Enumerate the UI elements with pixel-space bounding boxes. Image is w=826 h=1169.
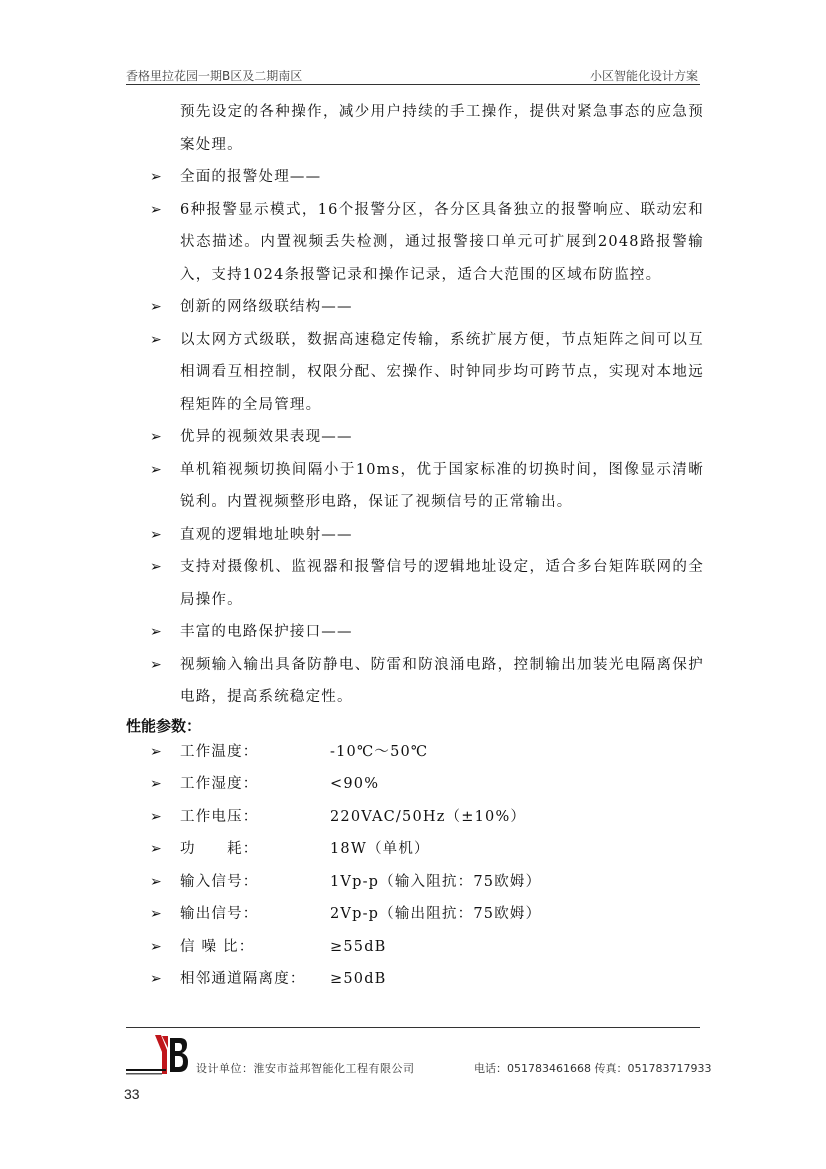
arrow-bullet-icon: ➢ [150,938,163,955]
param-label: 工作温度： [180,743,259,760]
param-row [126,898,704,931]
arrow-bullet-icon: ➢ [150,169,163,185]
arrow-bullet-icon: ➢ [150,906,163,922]
feature-item [126,291,704,324]
arrow-bullet-icon: ➢ [150,971,163,987]
feature-item [126,194,704,292]
param-row [126,801,704,834]
arrow-bullet-icon: ➢ [150,841,163,857]
header-project-name: 香格里拉花园一期B区及二期南区 [126,69,303,83]
feature-text: 单机箱视频切换间隔小于10ms，优于国家标准的切换时间，图像显示清晰锐利。内置视频整形电路，保证了视频信号的正常输出。 [180,461,704,510]
feature-item [126,519,704,552]
param-label: 功 耗： [180,841,259,857]
param-row [126,963,704,996]
feature-text: 优异的视频效果表现—— [180,429,353,445]
param-label: 工作湿度： [180,776,259,792]
arrow-bullet-icon: ➢ [150,873,163,890]
logo-mark-icon [155,1035,188,1074]
arrow-bullet-icon: ➢ [150,743,163,760]
param-value: 220VAC/50Hz（±10%） [330,808,527,825]
feature-text: 全面的报警处理—— [180,169,322,185]
feature-text: 创新的网络级联结构—— [180,299,353,315]
feature-item [126,649,704,714]
param-value: 1Vp-p（输入阻抗：75欧姆） [330,873,542,890]
param-label: 信 噪 比： [180,938,255,955]
param-value: <90% [330,776,380,792]
feature-text: 以太网方式级联，数据高速稳定传输，系统扩展方便，节点矩阵之间可以互相调看互相控制，权限分配、宏操作、时钟同步均可跨节点，实现对本地远程矩阵的全局管理。 [180,331,704,413]
feature-item [126,161,704,194]
arrow-bullet-icon: ➢ [150,776,163,792]
footer-company: 设计单位：淮安市益邦智能化工程有限公司 [196,1062,415,1075]
arrow-bullet-icon: ➢ [150,808,163,825]
arrow-bullet-icon: ➢ [150,656,163,673]
feature-text: 直观的逻辑地址映射—— [180,526,353,543]
feature-list [126,161,704,714]
arrow-bullet-icon: ➢ [150,526,163,543]
param-label: 相邻通道隔离度： [180,971,306,987]
params-list [126,736,704,996]
arrow-bullet-icon: ➢ [150,201,163,218]
param-row [126,736,704,769]
arrow-bullet-icon: ➢ [150,559,163,575]
param-value: -10℃～50℃ [330,743,429,760]
feature-text: 丰富的电路保护接口—— [180,624,353,640]
feature-text: 6种报警显示模式，16个报警分区，各分区具备独立的报警响应、联动宏和状态描述。内置视频丢失检测，通过报警接口单元可扩展到2048路报警输入，支持1024条报警记录和操作记录，适合大范围的区域布防监控。 [180,201,704,283]
param-value: 18W（单机） [330,841,430,857]
param-row [126,768,704,801]
footer-divider [126,1027,700,1028]
param-row [126,866,704,899]
arrow-bullet-icon: ➢ [150,299,163,315]
feature-item [126,551,704,616]
arrow-bullet-icon: ➢ [150,331,163,348]
param-row [126,833,704,866]
param-label: 工作电压： [180,808,259,825]
param-value: ≥50dB [330,971,387,987]
feature-item [126,454,704,519]
feature-item [126,421,704,454]
arrow-bullet-icon: ➢ [150,429,163,445]
arrow-bullet-icon: ➢ [150,461,163,478]
main-content [126,96,704,996]
param-label: 输入信号： [180,873,259,890]
page-number: 33 [124,1086,140,1102]
arrow-bullet-icon: ➢ [150,624,163,640]
param-row [126,931,704,964]
param-value: 2Vp-p（输出阻抗：75欧姆） [330,906,542,922]
feature-text: 支持对摄像机、监视器和报警信号的逻辑地址设定，适合多台矩阵联网的全局操作。 [180,559,704,608]
header-doc-title: 小区智能化设计方案 [589,69,698,83]
feature-item [126,616,704,649]
intro-continuation: 预先设定的各种操作，减少用户持续的手工操作，提供对紧急事态的应急预案处理。 [180,104,704,153]
company-logo [125,1032,191,1078]
page-header [126,64,700,85]
param-value: ≥55dB [330,938,387,955]
feature-text: 视频输入输出具备防静电、防雷和防浪涌电路，控制输出加装光电隔离保护电路，提高系统稳定性。 [180,656,704,705]
params-title: 性能参数： [126,716,202,735]
feature-item [126,324,704,422]
param-label: 输出信号： [180,906,259,922]
footer-phone: 电话：051783461668 传真：051783717933 [474,1062,712,1075]
